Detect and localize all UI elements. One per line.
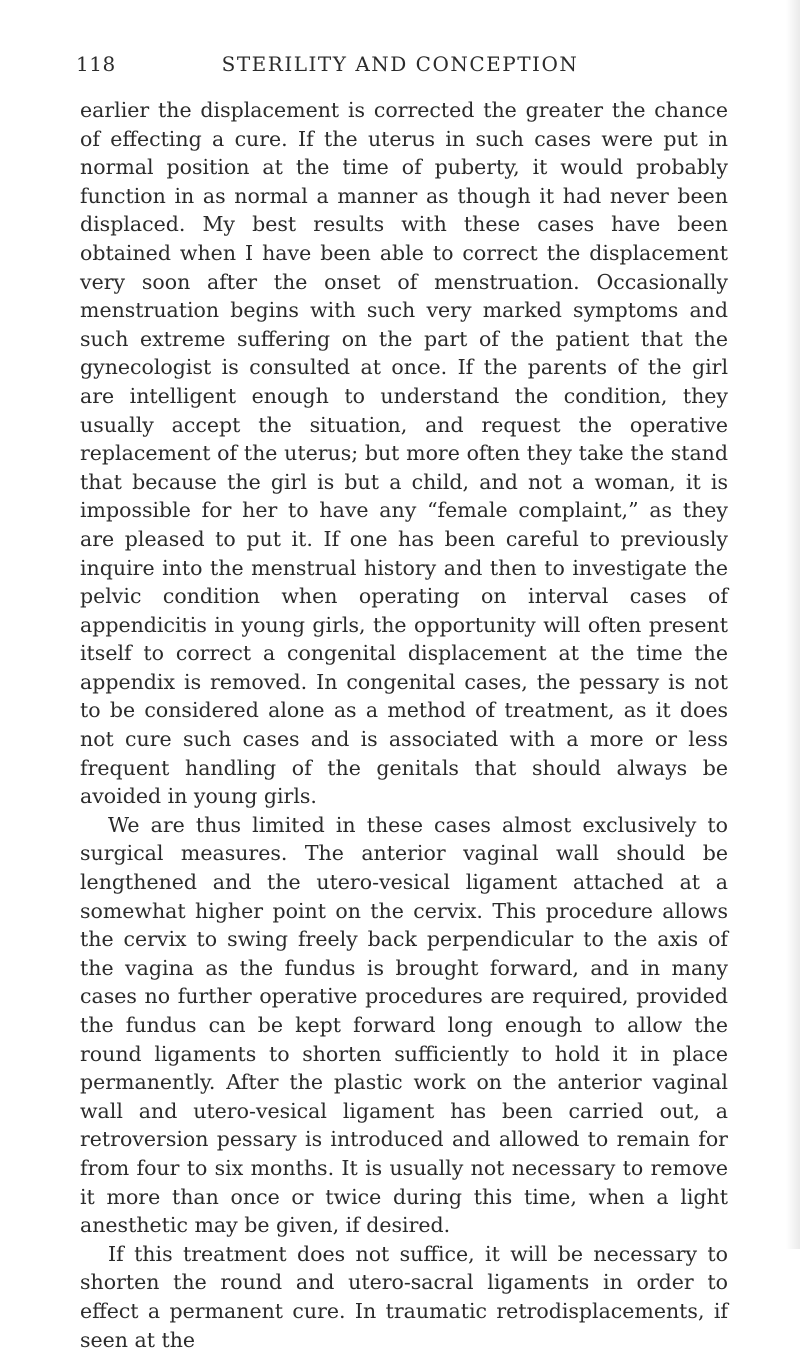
paragraph-treatment: If this treatment does not suffice, it will be necessary to shorten the round and utero-sacral ligaments in order to effect a permanent cure. In traumatic retrodisplacements, if seen at the xyxy=(80,1241,728,1352)
paragraph-surgical-measures: We are thus limited in these cases almost exclusively to surgical measures. The anterior vaginal wall should be lengthened and the utero-vesical ligament attached at a somewhat higher point on the cervix. This procedure allows the cervix to swing freely back perpendicular to the axis of the vagina as the fundus is brought forward, and in many cases no further operative procedures are required, provided the fundus can be kept forward long enough to allow the round ligaments to shorten sufficiently to hold it in place permanently. After the plastic work on the anterior vaginal wall and utero-vesical ligament has been carried out, a retroversion pessary is introduced and allowed to remain for from four to six months. It is usually not necessary to remove it more than once or twice during this time, when a light anesthetic may be given, if desired. xyxy=(80,812,728,1238)
running-head xyxy=(76,52,724,82)
page-edge-shadow xyxy=(786,0,800,1249)
running-title: STERILITY AND CONCEPTION xyxy=(221,52,579,76)
body-text xyxy=(80,96,728,1354)
paragraph-continued: earlier the displacement is corrected the greater the chance of effecting a cure. If the uterus in such cases were put in normal position at the time of puberty, it would probably function in as normal a manner as though it had never been displaced. My best results with these cases have been obtained when I have been able to correct the displacement very soon after the onset of menstruation. Occasionally menstruation begins with such very marked symptoms and such extreme suffering on the part of the patient that the gynecologist is consulted at once. If the parents of the girl are intelligent enough to understand the condition, they usually accept the situation, and request the operative replacement of the uterus; but more often they take the stand that because the girl is but a child, and not a woman, it is impossible for her to have any “female complaint,” as they are pleased to put it. If one has been careful to previously inquire into the menstrual history and then to investigate the pelvic condition when operating on interval cases of appendicitis in young girls, the opportunity will often present itself to correct a congenital displacement at the time the appendix is removed. In congenital cases, the pessary is not to be considered alone as a method of treatment, as it does not cure such cases and is associated with a more or less frequent handling of the genitals that should always be avoided in young girls. xyxy=(80,98,728,809)
page-number: 118 xyxy=(76,52,116,76)
